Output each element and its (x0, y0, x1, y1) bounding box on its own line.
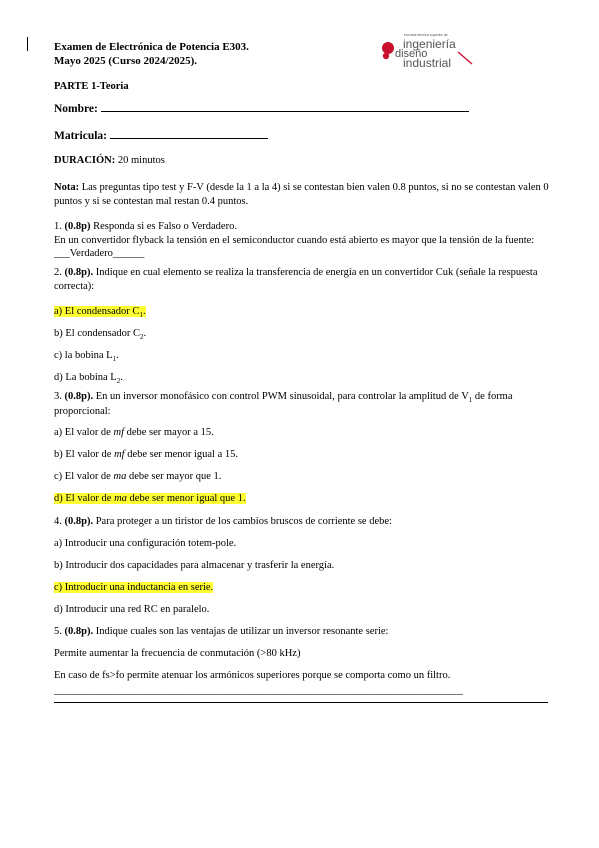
logo-word-industrial: industrial (403, 56, 452, 70)
duration-label: DURACIÓN: (54, 155, 116, 166)
matricula-field[interactable] (110, 127, 268, 139)
q2-option-b-text: b) El condensador C (54, 328, 141, 339)
exam-date: Mayo 2025 (Curso 2024/2025). (54, 55, 197, 68)
q2-option-a[interactable] (54, 305, 550, 320)
question-1 (54, 220, 550, 261)
q5-prompt: Indique cuales son las ventajas de utilizar un inversor resonante serie: (95, 626, 389, 637)
q3-points: (0.8p). (64, 391, 94, 402)
logo-small-text: escuela técnica superior de (404, 33, 448, 37)
q3-option-d-var: ma (114, 493, 127, 504)
q3-option-a-var: mf (113, 427, 124, 438)
q3-option-b-post: debe ser menor igual a 15. (124, 449, 238, 460)
q2-option-c-tail: . (116, 350, 119, 361)
q1-number: 1. (54, 221, 62, 232)
q2-option-c-sub: 1 (112, 355, 117, 364)
q3-option-b-var: mf (114, 449, 125, 460)
exam-title: Examen de Electrónica de Potencia E303. (54, 41, 249, 53)
q3-option-c-pre: c) El valor de (54, 471, 114, 482)
logo-word-diseno: diseño (395, 48, 428, 60)
q2-option-b-sub: 2 (140, 333, 144, 342)
q4-option-c[interactable] (54, 581, 550, 595)
q2-option-a-tail: . (142, 306, 146, 317)
q5-number: 5. (54, 626, 62, 637)
q3-option-b[interactable] (54, 448, 550, 462)
q2-option-d-sub: 2 (116, 377, 121, 386)
q3-option-c-var: ma (113, 471, 127, 482)
nombre-label: Nombre: (54, 103, 98, 115)
q3-option-a-pre: a) El valor de (54, 427, 114, 438)
q4-option-d[interactable]: d) Introducir una red RC en paralelo. (54, 604, 210, 615)
q4-prompt: Para proteger a un tiristor de los cambios bruscos de corriente se debe: (95, 516, 392, 527)
matricula-row (54, 127, 550, 144)
q2-option-a-text: a) El condensador C (54, 306, 140, 317)
logo-red-dot (383, 53, 389, 59)
q3-prompt-sub: 1 (468, 396, 473, 405)
nombre-field[interactable] (101, 100, 469, 112)
q3-option-b-pre: b) El valor de (54, 449, 115, 460)
q1-points: (0.8p) (64, 221, 91, 232)
answer-line-1[interactable] (54, 702, 548, 703)
q3-prompt-a: En un inversor monofásico con control PWM sinusoidal, para controlar la amplitud de V (95, 391, 469, 402)
q2-option-c[interactable] (54, 349, 550, 364)
nombre-row (54, 100, 550, 117)
logo-word-ingenieria: ingeniería (403, 37, 456, 51)
note-text: Las preguntas tipo test y F-V (desde la 1 a la 4) si se contestan bien valen 0.8 puntos, si no se contestan valen 0 puntos y si se contestan mal restan 0.4 puntos. (54, 182, 549, 207)
q2-points: (0.8p). (64, 267, 94, 278)
q1-statement: En un convertidor flyback la tensión en el semiconductor cuando está abierto es mayor que la tensión de la fuente: ___Verdadero______ (54, 234, 535, 260)
q4-option-c-text: c) Introducir una inductancia en serie. (54, 582, 214, 593)
q2-option-d-tail: . (120, 372, 123, 383)
q3-option-c-post: debe ser mayor que 1. (126, 471, 222, 482)
q5-points: (0.8p). (64, 626, 94, 637)
q2-prompt: Indique en cual elemento se realiza la transferencia de energía en un convertidor Cuk (señale la respuesta correcta): (54, 267, 538, 292)
q2-option-b-tail: . (143, 328, 147, 339)
question-4 (54, 515, 550, 529)
q2-option-a-sub: 1 (139, 311, 143, 320)
q5-answer-1[interactable]: Permite aumentar la frecuencia de conmutación (>80 kHz) (54, 648, 301, 659)
text-cursor (27, 37, 28, 51)
q5-dash-line: ______________________________________________________________________________________ (54, 685, 463, 696)
q1-prompt: Responda si es Falso o Verdadero. (93, 221, 237, 232)
q3-option-d-pre: d) El valor de (54, 493, 115, 504)
part-title: PARTE 1-Teoria (54, 81, 129, 92)
exam-header (54, 40, 249, 68)
q3-option-d[interactable] (54, 492, 550, 506)
q2-option-d-text: d) La bobina L (54, 372, 117, 383)
duration-row (54, 154, 550, 168)
q4-number: 4. (54, 516, 62, 527)
question-5 (54, 625, 550, 639)
q3-prompt-b: de forma proporcional: (54, 391, 513, 418)
q3-option-a[interactable] (54, 426, 550, 440)
etsidi-logo (380, 30, 480, 70)
q4-option-a[interactable]: a) Introducir una configuración totem-pole. (54, 538, 237, 549)
question-2 (54, 266, 550, 293)
logo-red-circle (382, 42, 394, 54)
q4-option-b[interactable]: b) Introducir dos capacidades para almacenar y trasferir la energía. (54, 560, 335, 571)
q2-option-b[interactable] (54, 327, 550, 342)
logo-red-stroke (458, 52, 472, 64)
q2-option-c-text: c) la bobina L (54, 350, 113, 361)
q4-points: (0.8p). (64, 516, 94, 527)
q3-option-a-post: debe ser mayor a 15. (123, 427, 214, 438)
q5-answer-2[interactable]: En caso de fs>fo permite atenuar los armónicos superiores porque se comporta como un filtro. (54, 670, 451, 681)
matricula-label: Matricula: (54, 130, 108, 142)
q2-option-d[interactable] (54, 371, 550, 386)
question-3 (54, 390, 550, 419)
duration-value: 20 minutos (117, 155, 165, 166)
q3-option-d-post: debe ser menor igual que 1. (126, 493, 246, 504)
q3-option-c[interactable] (54, 470, 550, 484)
q3-number: 3. (54, 391, 62, 402)
q2-number: 2. (54, 267, 62, 278)
note-label: Nota: (54, 182, 80, 193)
note-paragraph (54, 181, 550, 208)
